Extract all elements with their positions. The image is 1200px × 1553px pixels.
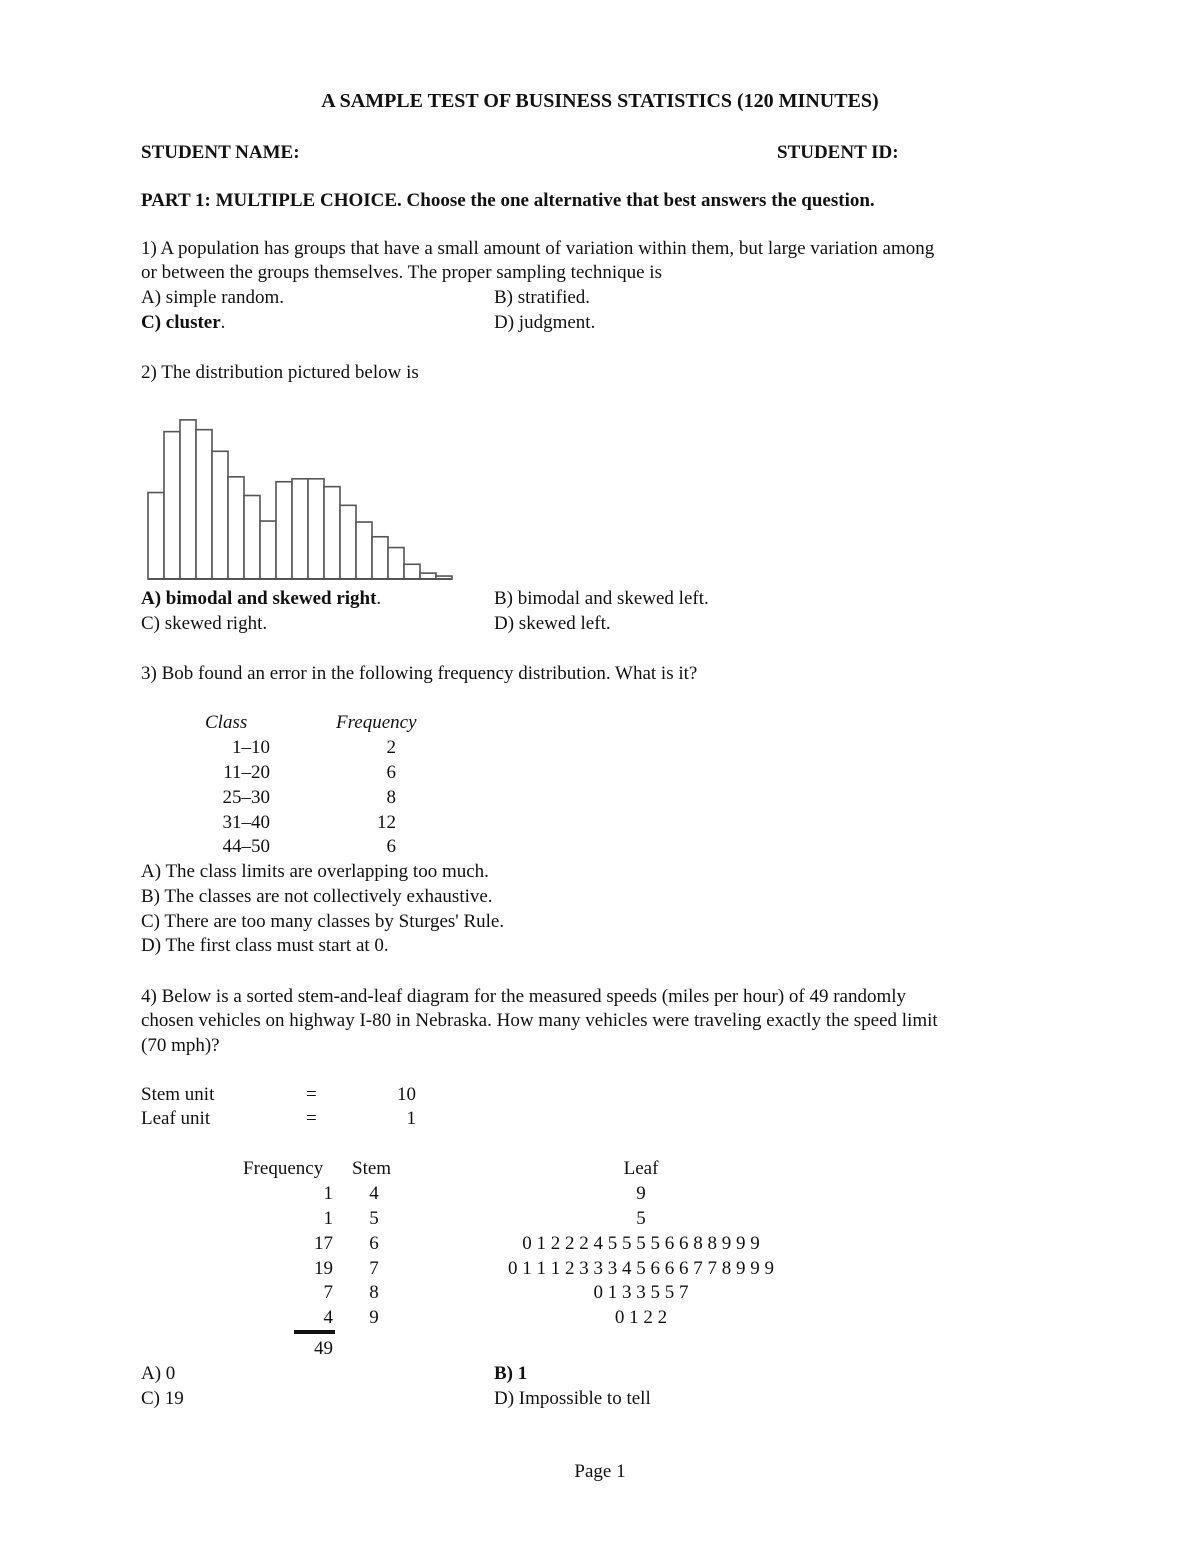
stemleaf-col-stem: Stem bbox=[352, 1158, 392, 1179]
stem-unit-label: Stem unit bbox=[141, 1084, 215, 1105]
q3-option-b: B) The classes are not collectively exhaustive. bbox=[141, 886, 493, 907]
stemleaf-total: 49 bbox=[314, 1338, 333, 1359]
histogram-bar bbox=[292, 479, 308, 579]
q3-option-c: C) There are too many classes by Sturges' Rule. bbox=[141, 911, 505, 932]
q1-option-d: D) judgment. bbox=[494, 312, 596, 333]
total-rule bbox=[294, 1330, 335, 1334]
q3-freq-cell: 6 bbox=[386, 762, 396, 783]
stem-unit-value: 10 bbox=[397, 1084, 416, 1105]
q1-option-c-answer: C) cluster bbox=[141, 312, 221, 333]
histogram-bar bbox=[276, 482, 292, 579]
q3-class-cell: 31–40 bbox=[222, 812, 270, 833]
q1-option-c bbox=[141, 312, 225, 334]
stemleaf-stem-cell: 9 bbox=[369, 1307, 379, 1328]
histogram-bar bbox=[180, 420, 196, 579]
part1-heading bbox=[141, 190, 875, 212]
q3-option-a: A) The class limits are overlapping too much. bbox=[141, 861, 489, 882]
part1-heading-rest: Choose the one alternative that best answers the question. bbox=[406, 190, 875, 211]
histogram-bar bbox=[244, 496, 260, 580]
q2-option-a bbox=[141, 588, 381, 610]
stemleaf-leaf-cell: 5 bbox=[636, 1208, 646, 1229]
stemleaf-stem-cell: 6 bbox=[369, 1233, 379, 1254]
histogram-bar bbox=[260, 521, 276, 579]
student-name-label: STUDENT NAME: bbox=[141, 142, 300, 163]
stemleaf-leaf-cell: 0 1 2 2 bbox=[614, 1307, 668, 1328]
q2-option-a-tail: . bbox=[376, 588, 382, 609]
q3-class-cell: 44–50 bbox=[222, 836, 270, 857]
histogram-bar bbox=[212, 451, 228, 579]
page-title: A SAMPLE TEST OF BUSINESS STATISTICS (120 MINUTES) bbox=[321, 90, 879, 112]
histogram-bar bbox=[308, 479, 324, 579]
histogram-bar bbox=[228, 477, 244, 579]
histogram-bar bbox=[164, 432, 180, 579]
stemleaf-freq-cell: 4 bbox=[323, 1307, 333, 1328]
histogram-bar bbox=[324, 487, 340, 579]
leaf-unit-equals: = bbox=[306, 1108, 317, 1129]
stemleaf-freq-cell: 7 bbox=[323, 1282, 333, 1303]
q4-option-d: D) Impossible to tell bbox=[494, 1388, 651, 1409]
q3-freq-cell: 8 bbox=[386, 787, 396, 808]
q3-text: 3) Bob found an error in the following frequency distribution. What is it? bbox=[141, 663, 698, 684]
q1-text-line2: or between the groups themselves. The proper sampling technique is bbox=[141, 262, 662, 283]
leaf-unit-value: 1 bbox=[406, 1108, 416, 1129]
stemleaf-stem-cell: 5 bbox=[369, 1208, 379, 1229]
histogram-bar bbox=[148, 493, 164, 579]
stemleaf-col-leaf: Leaf bbox=[623, 1158, 659, 1179]
histogram-bar bbox=[196, 430, 212, 579]
q4-option-a: A) 0 bbox=[141, 1363, 176, 1384]
q4-text-line3: (70 mph)? bbox=[141, 1035, 220, 1056]
q3-freq-cell: 6 bbox=[386, 836, 396, 857]
q2-option-c: C) skewed right. bbox=[141, 613, 268, 634]
q3-col-frequency: Frequency bbox=[336, 712, 417, 733]
histogram-bar bbox=[372, 537, 388, 579]
q3-option-d: D) The first class must start at 0. bbox=[141, 935, 389, 956]
stemleaf-stem-cell: 4 bbox=[369, 1183, 379, 1204]
stemleaf-col-frequency: Frequency bbox=[243, 1158, 324, 1179]
histogram-bar bbox=[356, 522, 372, 579]
stemleaf-freq-cell: 19 bbox=[314, 1258, 333, 1279]
q3-col-class: Class bbox=[205, 712, 248, 733]
student-id-label: STUDENT ID: bbox=[777, 142, 899, 163]
stemleaf-leaf-cell: 0 1 1 1 2 3 3 3 4 5 6 6 6 7 7 8 9 9 9 bbox=[508, 1258, 774, 1279]
q2-option-a-answer: A) bimodal and skewed right bbox=[141, 588, 377, 609]
part1-heading-lead: PART 1: MULTIPLE CHOICE. bbox=[141, 190, 402, 211]
q1-option-a: A) simple random. bbox=[141, 287, 285, 308]
q3-freq-cell: 2 bbox=[386, 737, 396, 758]
stemleaf-leaf-cell: 9 bbox=[636, 1183, 646, 1204]
stemleaf-freq-cell: 1 bbox=[323, 1208, 333, 1229]
histogram-chart bbox=[142, 408, 462, 584]
page-number: Page 1 bbox=[574, 1461, 626, 1482]
q3-class-cell: 1–10 bbox=[232, 737, 270, 758]
q2-option-d: D) skewed left. bbox=[494, 613, 611, 634]
q1-option-c-tail: . bbox=[220, 312, 226, 333]
stemleaf-freq-cell: 17 bbox=[314, 1233, 333, 1254]
q4-option-c: C) 19 bbox=[141, 1388, 184, 1409]
stemleaf-freq-cell: 1 bbox=[323, 1183, 333, 1204]
leaf-unit-label: Leaf unit bbox=[141, 1108, 211, 1129]
q3-class-cell: 25–30 bbox=[222, 787, 270, 808]
q1-text-line1: 1) A population has groups that have a small amount of variation within them, but large variation among bbox=[141, 238, 935, 259]
stemleaf-stem-cell: 8 bbox=[369, 1282, 379, 1303]
stemleaf-leaf-cell: 0 1 2 2 2 4 5 5 5 5 6 6 8 8 9 9 9 bbox=[522, 1233, 760, 1254]
q3-freq-cell: 12 bbox=[377, 812, 396, 833]
q3-class-cell: 11–20 bbox=[223, 762, 270, 783]
stemleaf-stem-cell: 7 bbox=[369, 1258, 379, 1279]
q4-text-line1: 4) Below is a sorted stem-and-leaf diagram for the measured speeds (miles per hour) of 49 randomly bbox=[141, 986, 907, 1007]
q1-option-b: B) stratified. bbox=[494, 287, 591, 308]
stemleaf-leaf-cell: 0 1 3 3 5 5 7 bbox=[593, 1282, 689, 1303]
q2-text: 2) The distribution pictured below is bbox=[141, 362, 419, 383]
q2-option-b: B) bimodal and skewed left. bbox=[494, 588, 709, 609]
q4-option-b: B) 1 bbox=[494, 1363, 528, 1384]
stem-unit-equals: = bbox=[306, 1084, 317, 1105]
histogram-bar bbox=[388, 548, 404, 579]
histogram-bar bbox=[340, 505, 356, 579]
q4-text-line2: chosen vehicles on highway I-80 in Nebraska. How many vehicles were traveling exactly the speed limit bbox=[141, 1010, 938, 1031]
histogram-bar bbox=[404, 564, 420, 579]
